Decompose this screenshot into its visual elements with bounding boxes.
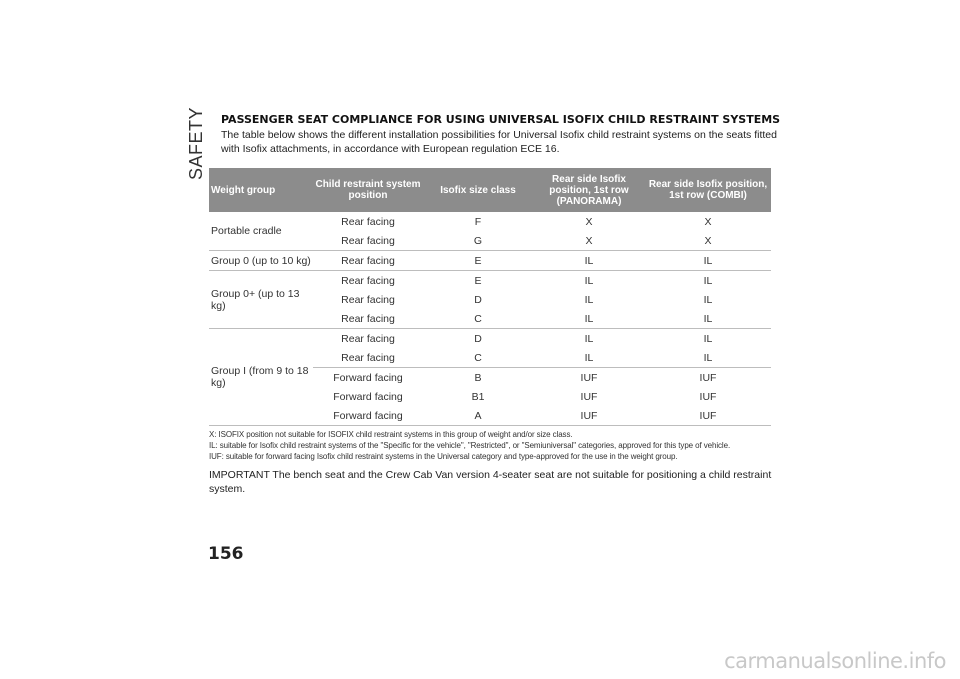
table-cell: IL — [584, 274, 594, 287]
table-cell: IUF — [645, 406, 771, 426]
table-cell: B — [474, 371, 482, 384]
note-x: X: ISOFIX position not suitable for ISOFIX child restraint systems in this group of weight and/or size class. — [209, 430, 573, 439]
table-notes — [209, 429, 781, 462]
table-cell: IL — [533, 348, 645, 368]
table-header-row — [209, 168, 771, 212]
table-cell: X — [585, 215, 593, 228]
table-row — [209, 251, 771, 271]
weight-group-cell: Portable cradle — [209, 212, 313, 251]
header-panorama-position: Rear side Isofix position, 1st row (PANORAMA) — [533, 168, 645, 212]
table-cell: Rear facing — [341, 293, 395, 306]
table-cell: IL — [645, 251, 771, 271]
table-cell: A — [423, 406, 533, 426]
header-restraint-position: Child restraint system position — [313, 168, 423, 212]
table-cell: IUF — [580, 371, 598, 384]
table-row — [209, 271, 771, 291]
table-cell: E — [423, 251, 533, 271]
table-cell: Rear facing — [313, 251, 423, 271]
header-weight-group: Weight group — [209, 168, 313, 212]
intro-paragraph: The table below shows the different installation possibilities for Universal Isofix child restraint systems on the seats fitted with Isofix attachments, in accordance with European regulation ECE 16. — [221, 129, 777, 155]
table-cell: X — [533, 231, 645, 251]
header-combi-position: Rear side Isofix position, 1st row (COMBI) — [645, 168, 771, 212]
table-cell: IL — [584, 293, 594, 306]
table-cell: Forward facing — [313, 406, 423, 426]
table-cell: Forward facing — [333, 371, 403, 384]
table-cell: F — [474, 215, 482, 228]
table-cell: C — [423, 348, 533, 368]
table-cell: G — [423, 231, 533, 251]
table-cell: X — [645, 231, 771, 251]
weight-group-cell: Group 0 (up to 10 kg) — [209, 251, 313, 271]
section-tab — [186, 108, 206, 180]
table-cell: IL — [533, 309, 645, 329]
table-row — [209, 329, 771, 349]
table-cell: Forward facing — [333, 390, 403, 403]
table-cell: IL — [703, 332, 713, 345]
isofix-compliance-table — [209, 168, 771, 426]
table-cell: IUF — [699, 390, 717, 403]
section-tab-label: SAFETY — [186, 106, 206, 180]
table-cell: C — [423, 309, 533, 329]
table-cell: Rear facing — [313, 348, 423, 368]
table-cell: Rear facing — [313, 231, 423, 251]
table-cell: IL — [645, 309, 771, 329]
table-cell: IL — [645, 348, 771, 368]
table-cell: B1 — [471, 390, 485, 403]
table-cell: X — [704, 215, 712, 228]
section-heading: PASSENGER SEAT COMPLIANCE FOR USING UNIVERSAL ISOFIX CHILD RESTRAINT SYSTEMS — [221, 113, 781, 126]
table-cell: Rear facing — [341, 332, 395, 345]
table-cell: D — [474, 293, 482, 306]
table-cell: IUF — [580, 390, 598, 403]
note-il: IL: suitable for Isofix child restraint systems of the "Specific for the vehicle", "Restricted", or "Semiuniversal" categories, approved for this type of vehicle. — [209, 441, 731, 450]
weight-group-cell: Group 0+ (up to 13 kg) — [209, 271, 313, 329]
table-cell: IUF — [533, 406, 645, 426]
header-size-class: Isofix size class — [423, 168, 533, 212]
table-cell: IL — [703, 293, 713, 306]
note-iuf: IUF: suitable for forward facing Isofix child restraint systems in the Universal category and type-approved for the use in the weight group. — [209, 452, 678, 461]
table-cell: IUF — [699, 371, 717, 384]
table-row — [209, 212, 771, 231]
table-cell: Rear facing — [341, 215, 395, 228]
main-content — [209, 113, 781, 496]
watermark: carmanualsonline.info — [724, 649, 946, 673]
table-cell: IL — [584, 332, 594, 345]
table-cell: IL — [533, 251, 645, 271]
table-cell: Rear facing — [313, 309, 423, 329]
table-cell: Rear facing — [341, 274, 395, 287]
table-cell: IL — [703, 274, 713, 287]
important-notice: IMPORTANT The bench seat and the Crew Cab Van version 4-seater seat are not suitable for positioning a child restraint system. — [209, 469, 772, 495]
table-cell: E — [474, 274, 482, 287]
page-number: 156 — [208, 544, 244, 564]
weight-group-cell: Group I (from 9 to 18 kg) — [209, 329, 313, 426]
table-cell: D — [474, 332, 482, 345]
